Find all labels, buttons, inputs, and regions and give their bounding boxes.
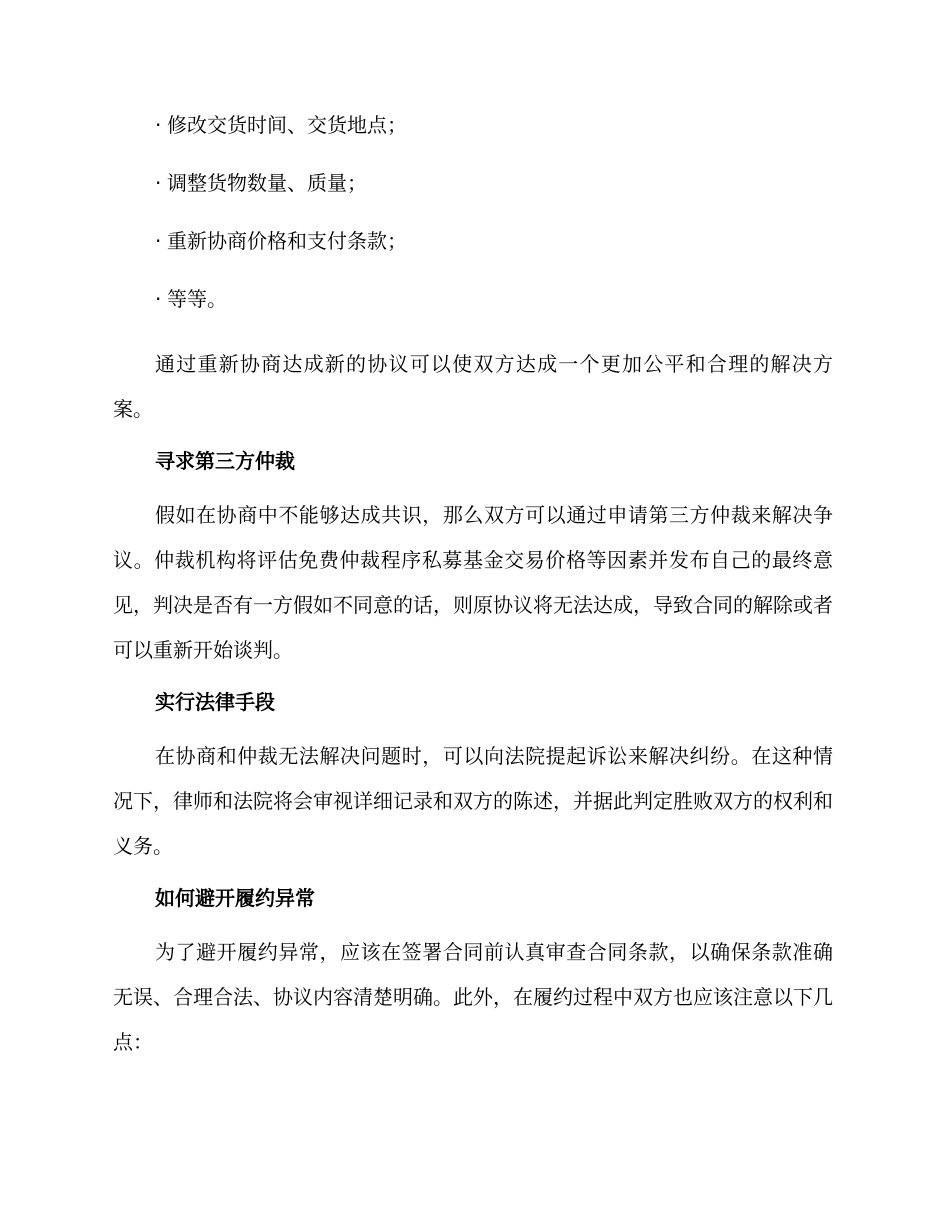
- list-item-text: 重新协商价格和支付条款；: [167, 229, 407, 253]
- list-item: [113, 168, 833, 198]
- bullet-marker: ·: [155, 113, 162, 137]
- heading-arbitration: 寻求第三方仲裁: [155, 449, 295, 473]
- heading-legal: 实行法律手段: [155, 690, 275, 714]
- paragraph-renegotiation: 通过重新协商达成新的协议可以使双方达成一个更加公平和合理的解决方案。: [113, 352, 833, 421]
- bullet-marker: ·: [155, 171, 162, 195]
- bullet-list: [113, 110, 833, 314]
- list-item: [113, 284, 833, 314]
- list-item-text: 修改交货时间、交货地点；: [167, 113, 407, 137]
- bullet-marker: ·: [155, 287, 162, 311]
- paragraph-legal: 在协商和仲裁无法解决问题时，可以向法院提起诉讼来解决纠纷。在这种情况下，律师和法院将会审视详细记录和双方的陈述，并据此判定胜败双方的权利和义务。: [113, 744, 833, 858]
- paragraph-arbitration: 假如在协商中不能够达成共识，那么双方可以通过申请第三方仲裁来解决争议。仲裁机构将评估免费仲裁程序私募基金交易价格等因素并发布自己的最终意见，判决是否有一方假如不同意的话，则原协议将无法达成，导致合同的解除或者可以重新开始谈判。: [113, 503, 833, 662]
- list-item-text: 等等。: [167, 287, 227, 311]
- list-item-text: 调整货物数量、质量；: [167, 171, 367, 195]
- bullet-marker: ·: [155, 229, 162, 253]
- heading-avoid: 如何避开履约异常: [155, 886, 315, 910]
- list-item: [113, 110, 833, 140]
- list-item: [113, 226, 833, 256]
- document-body: [113, 110, 833, 1075]
- paragraph-avoid: 为了避开履约异常，应该在签署合同前认真审查合同条款，以确保条款准确无误、合理合法、协议内容清楚明确。此外，在履约过程中双方也应该注意以下几点：: [113, 940, 833, 1054]
